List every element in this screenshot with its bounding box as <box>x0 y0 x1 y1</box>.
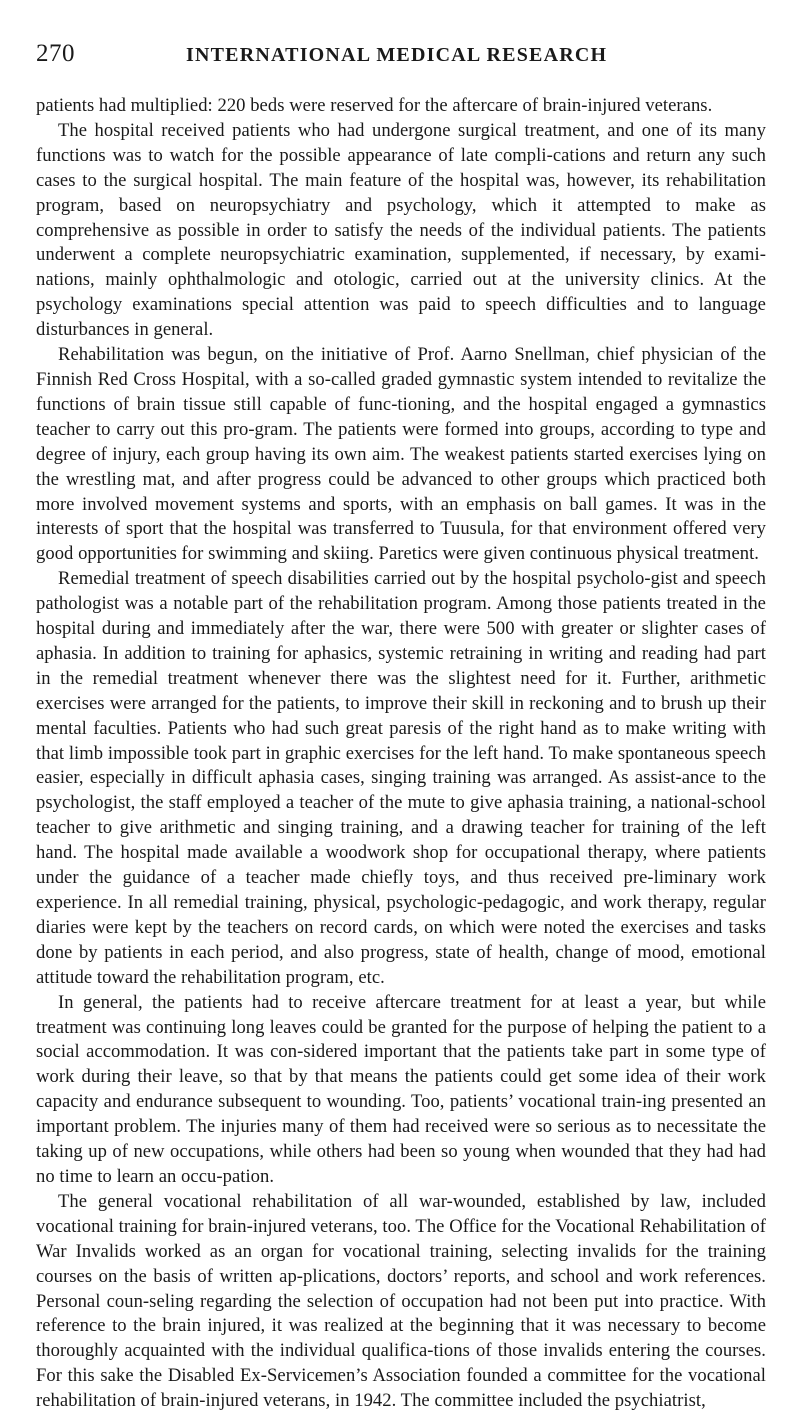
paragraph-vocational-rehabilitation: The general vocational rehabilitation of all war-wounded, established by law, included vocational training for brain-injured veterans, too. The Office for the Vocational Rehabilitation of War Invalids worked as an organ for vocational training, selecting invalids for the training courses on the basis of written ap-plications, doctors’ reports, and school and work references. Personal coun-seling regarding the selection of occupation had not been put into practice. With reference to the brain injured, it was realized at the beginning that it was necessary to become thoroughly acquainted with the individual qualifica-tions of those invalids entering the courses. For this sake the Disabled Ex-Servicemen’s Association founded a committee for the vocational rehabilitation of brain-injured veterans, in 1942. The committee included the psychiatrist, <box>36 1190 766 1412</box>
paragraph-continuation: patients had multiplied: 220 beds were reserved for the aftercare of brain-injured veterans. <box>36 95 713 116</box>
paragraph-rehabilitation-gymnastics: Rehabilitation was begun, on the initiative of Prof. Aarno Snellman, chief physician of the Finnish Red Cross Hospital, with a so-called graded gymnastic system intended to revitalize the functions of brain tissue still capable of func-tioning, and the hospital engaged a gymnastics teacher to carry out this pro-gram. The patients were formed into groups, according to type and degree of injury, each group having its own aim. The weakest patients started exercises lying on the wrestling mat, and after progress could be advanced to other groups which practiced both more involved movement systems and sports, with an emphasis on ball games. It was in the interests of sport that the hospital was transferred to Tuusula, for that environment offered very good opportunities for swimming and skiing. Paretics were given continuous physical treatment. <box>36 344 766 565</box>
body-text <box>36 94 766 1414</box>
paragraph-speech-treatment: Remedial treatment of speech disabilities carried out by the hospital psycholo-gist and speech pathologist was a notable part of the rehabilitation program. Among those patients treated in the hospital during and immediately after the war, there were 500 with greater or slighter cases of aphasia. In addition to training for aphasics, systemic retraining in writing and reading had part in the remedial treatment whenever there was the slightest need for it. Further, arithmetic exercises were arranged for the patients, to improve their skill in reckoning and to brush up their mental faculties. Patients who had such great paresis of the right hand as to make writing with that limb impossible took part in graphic exercises for the left hand. To make spontaneous speech easier, especially in difficult aphasia cases, singing training was arranged. As assist-ance to the psychologist, the staff employed a teacher of the mute to give aphasia training, a national-school teacher to give arithmetic and singing training, and a drawing teacher for training of the left hand. The hospital made available a woodwork shop for occupational therapy, where patients under the guidance of a teacher made chiefly toys, and thus received pre-liminary work experience. In all remedial training, physical, psychologic-pedagogic, and work therapy, regular diaries were kept by the teachers on record cards, on which were noted the exercises and tasks done by patients in each period, and also progress, state of health, change of mood, emotional attitude toward the rehabilitation program, etc. <box>36 568 766 988</box>
running-title: INTERNATIONAL MEDICAL RESEARCH <box>186 44 608 66</box>
paragraph-hospital-functions: The hospital received patients who had undergone surgical treatment, and one of its many functions was to watch for the possible appearance of late compli-cations and return any such cases to the surgical hospital. The main feature of the hospital was, however, its rehabilitation program, based on neuropsychiatry and psychology, which it attempted to make as comprehensive as possible in order to satisfy the needs of the individual patients. The patients underwent a complete neuropsychiatric examination, supplemented, if necessary, by exami-nations, mainly ophthalmologic and otologic, carried out at the university clinics. At the psychology examinations special attention was paid to speech difficulties and to language disturbances in general. <box>36 119 766 341</box>
running-header <box>36 40 766 86</box>
paragraph-aftercare-leave: In general, the patients had to receive aftercare treatment for at least a year, but while treatment was continuing long leaves could be granted for the purpose of helping the patient to a social accommodation. It was con-sidered important that the patients take part in some type of work during their leave, so that by that means the patients could get some idea of their work capacity and endurance subsequent to wounding. Too, patients’ vocational train-ing presented an important problem. The injuries many of them had received were so serious as to necessitate the taking up of new occupations, while others had been so young when wounded that they had had no time to learn an occu-pation. <box>36 991 766 1187</box>
page-number: 270 <box>36 40 75 67</box>
